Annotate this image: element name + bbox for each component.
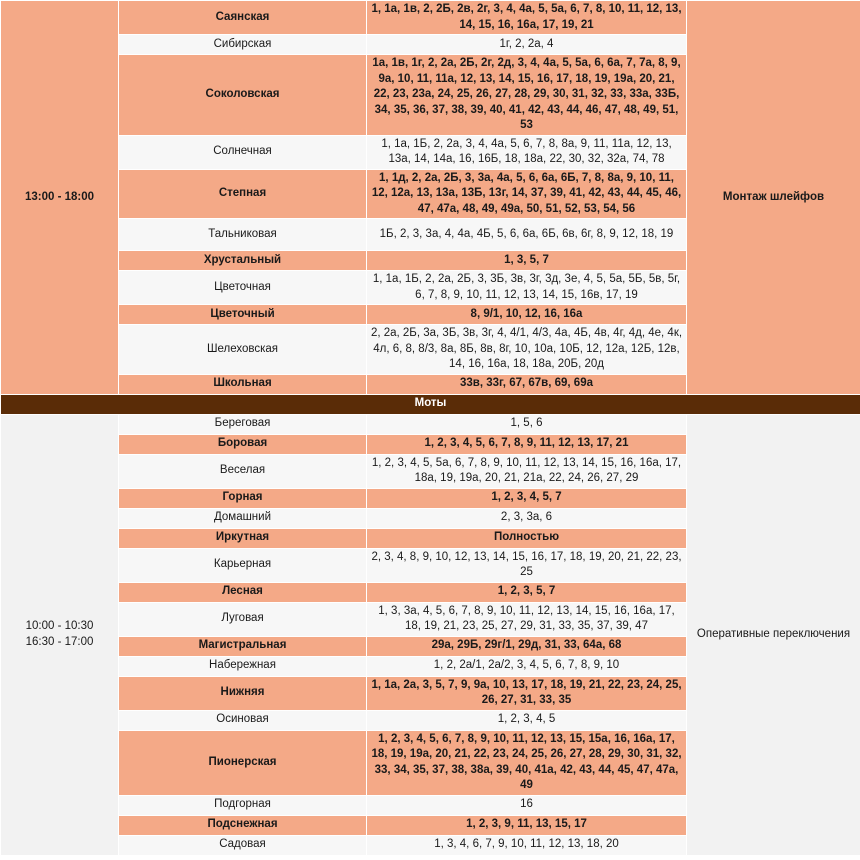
house-numbers: 16 (367, 795, 687, 815)
house-numbers: 1, 2, 3, 4, 5, 7 (367, 488, 687, 508)
house-numbers: 1, 5, 6 (367, 414, 687, 434)
work-type-cell: Монтаж шлейфов (687, 1, 860, 395)
street-name: Подснежная (119, 815, 367, 835)
house-numbers: 1, 2, 3, 4, 5, 6, 7, 8, 9, 10, 11, 12, 13, 15, 15а, 16, 16а, 17, 18, 19, 19а, 20, 21, 22, 23, 24, 25, 26, 27, 28, 29, 30, 31, 32, 33, 34, 35, 37, 38, 38а, 39, 40, 41а, 42, 43, 44, 45, 47, 47а, 49 (367, 730, 687, 795)
street-name: Хрустальный (119, 251, 367, 271)
street-name: Школьная (119, 374, 367, 394)
time-cell (1, 1, 119, 395)
section-1 (1, 1, 860, 395)
street-name: Береговая (119, 414, 367, 434)
separator-label: Моты (1, 394, 860, 414)
house-numbers: 2, 3, 3а, 6 (367, 508, 687, 528)
house-numbers: 1, 2, 3, 5, 7 (367, 582, 687, 602)
house-numbers: 1, 3, 5, 7 (367, 251, 687, 271)
house-numbers: 1, 2, 3, 4, 5, 5а, 6, 7, 8, 9, 10, 11, 12, 13, 14, 15, 16, 16а, 17, 18а, 19, 19а, 20, 21, 21а, 22, 24, 26, 27, 29 (367, 454, 687, 488)
street-name: Подгорная (119, 795, 367, 815)
house-numbers: 1Б, 2, 3, 3а, 4, 4а, 4Б, 5, 6, 6а, 6Б, 6в, 6г, 8, 9, 12, 18, 19 (367, 219, 687, 251)
house-numbers: 2, 3, 4, 8, 9, 10, 12, 13, 14, 15, 16, 17, 18, 19, 20, 21, 22, 23, 25 (367, 548, 687, 582)
house-numbers: 1г, 2, 2а, 4 (367, 35, 687, 55)
house-numbers: 1, 3, 3а, 4, 5, 6, 7, 8, 9, 10, 11, 12, 13, 14, 15, 16, 16а, 17, 18, 19, 21, 23, 25, 27, 29, 31, 33, 35, 37, 39, 47 (367, 602, 687, 636)
street-name: Садовая (119, 835, 367, 855)
house-numbers: 1, 2, 2а/1, 2а/2, 3, 4, 5, 6, 7, 8, 9, 10 (367, 656, 687, 676)
street-name: Карьерная (119, 548, 367, 582)
time-cell (1, 414, 119, 855)
street-name: Пионерская (119, 730, 367, 795)
street-name: Саянская (119, 1, 367, 35)
street-name: Иркутная (119, 528, 367, 548)
street-name: Магистральная (119, 636, 367, 656)
street-name: Набережная (119, 656, 367, 676)
house-numbers: 1а, 1в, 1г, 2, 2а, 2Б, 2г, 2д, 3, 4, 4а, 5, 5а, 6, 6а, 7, 7а, 8, 9, 9а, 10, 11, 11а, 12, 13, 14, 15, 16, 17, 18, 19, 19а, 20, 21, 22, 23, 23а, 24, 25, 26, 27, 28, 29, 30, 31, 32, 33, 33а, 33Б, 34, 35, 36, 37, 38, 39, 40, 41, 42, 43, 44, 46, 47, 48, 49, 51, 53 (367, 55, 687, 136)
time-range: 10:00 - 10:30 (25, 620, 94, 632)
street-name: Домашний (119, 508, 367, 528)
street-name: Соколовская (119, 55, 367, 136)
street-name: Цветочная (119, 271, 367, 305)
house-numbers: 1, 3, 4, 6, 7, 9, 10, 11, 12, 13, 18, 20 (367, 835, 687, 855)
time-range: 16:30 - 17:00 (25, 635, 94, 648)
table-row (1, 1, 860, 35)
house-numbers: 1, 1а, 1в, 2, 2Б, 2в, 2г, 3, 4, 4а, 5, 5а, 6, 7, 8, 10, 11, 12, 13, 14, 15, 16, 16а, 17, 19, 21 (367, 1, 687, 35)
house-numbers: 1, 1а, 1Б, 2, 2а, 2Б, 3, 3Б, 3в, 3г, 3д, 3е, 4, 5, 5а, 5Б, 5в, 5г, 6, 7, 8, 9, 10, 11, 12, 13, 14, 15, 16в, 17, 19 (367, 271, 687, 305)
section-2 (1, 414, 860, 855)
street-name: Цветочный (119, 305, 367, 325)
separator-section (1, 394, 860, 414)
house-numbers: 1, 2, 3, 4, 5 (367, 710, 687, 730)
street-name: Горная (119, 488, 367, 508)
street-name: Тальниковая (119, 219, 367, 251)
street-name: Нижняя (119, 676, 367, 710)
street-name: Сибирская (119, 35, 367, 55)
street-name: Солнечная (119, 135, 367, 169)
street-name: Боровая (119, 434, 367, 454)
street-name: Степная (119, 169, 367, 219)
street-name: Лесная (119, 582, 367, 602)
street-name: Луговая (119, 602, 367, 636)
house-numbers: Полностью (367, 528, 687, 548)
time-range: 13:00 - 18:00 (24, 190, 95, 203)
separator-row (1, 394, 860, 414)
house-numbers: 8, 9/1, 10, 12, 16, 16а (367, 305, 687, 325)
work-type-cell: Оперативные переключения (687, 414, 860, 855)
house-numbers: 1, 2, 3, 9, 11, 13, 15, 17 (367, 815, 687, 835)
house-numbers: 1, 1а, 1Б, 2, 2а, 3, 4, 4а, 5, 6, 7, 8, 8а, 9, 11, 11а, 12, 13, 13а, 14, 14а, 16, 16Б, 18, 18а, 22, 30, 32, 32а, 74, 78 (367, 135, 687, 169)
house-numbers: 1, 2, 3, 4, 5, 6, 7, 8, 9, 11, 12, 13, 17, 21 (367, 434, 687, 454)
table-row (1, 414, 860, 434)
house-numbers: 33в, 33г, 67, 67в, 69, 69а (367, 374, 687, 394)
house-numbers: 1, 1а, 2а, 3, 5, 7, 9, 9а, 10, 13, 17, 18, 19, 21, 22, 23, 24, 25, 26, 27, 31, 33, 35 (367, 676, 687, 710)
house-numbers: 1, 1д, 2, 2а, 2Б, 3, 3а, 4а, 5, 6, 6а, 6Б, 7, 8, 8а, 9, 10, 11, 12, 12а, 13, 13а, 13Б, 13г, 14, 37, 39, 41, 42, 43, 44, 45, 46, 47, 47а, 48, 49, 49а, 50, 51, 52, 53, 54, 56 (367, 169, 687, 219)
street-name: Веселая (119, 454, 367, 488)
street-name: Шелеховская (119, 325, 367, 375)
street-name: Осиновая (119, 710, 367, 730)
house-numbers: 29а, 29Б, 29г/1, 29д, 31, 33, 64а, 68 (367, 636, 687, 656)
house-numbers: 2, 2а, 2Б, 3а, 3Б, 3в, 3г, 4, 4/1, 4/3, 4а, 4Б, 4в, 4г, 4д, 4е, 4к, 4л, 6, 8, 8/3, 8а, 8Б, 8в, 8г, 10, 10а, 10Б, 12, 12а, 12Б, 12в, 14, 16, 16а, 18, 18а, 20Б, 20д (367, 325, 687, 375)
